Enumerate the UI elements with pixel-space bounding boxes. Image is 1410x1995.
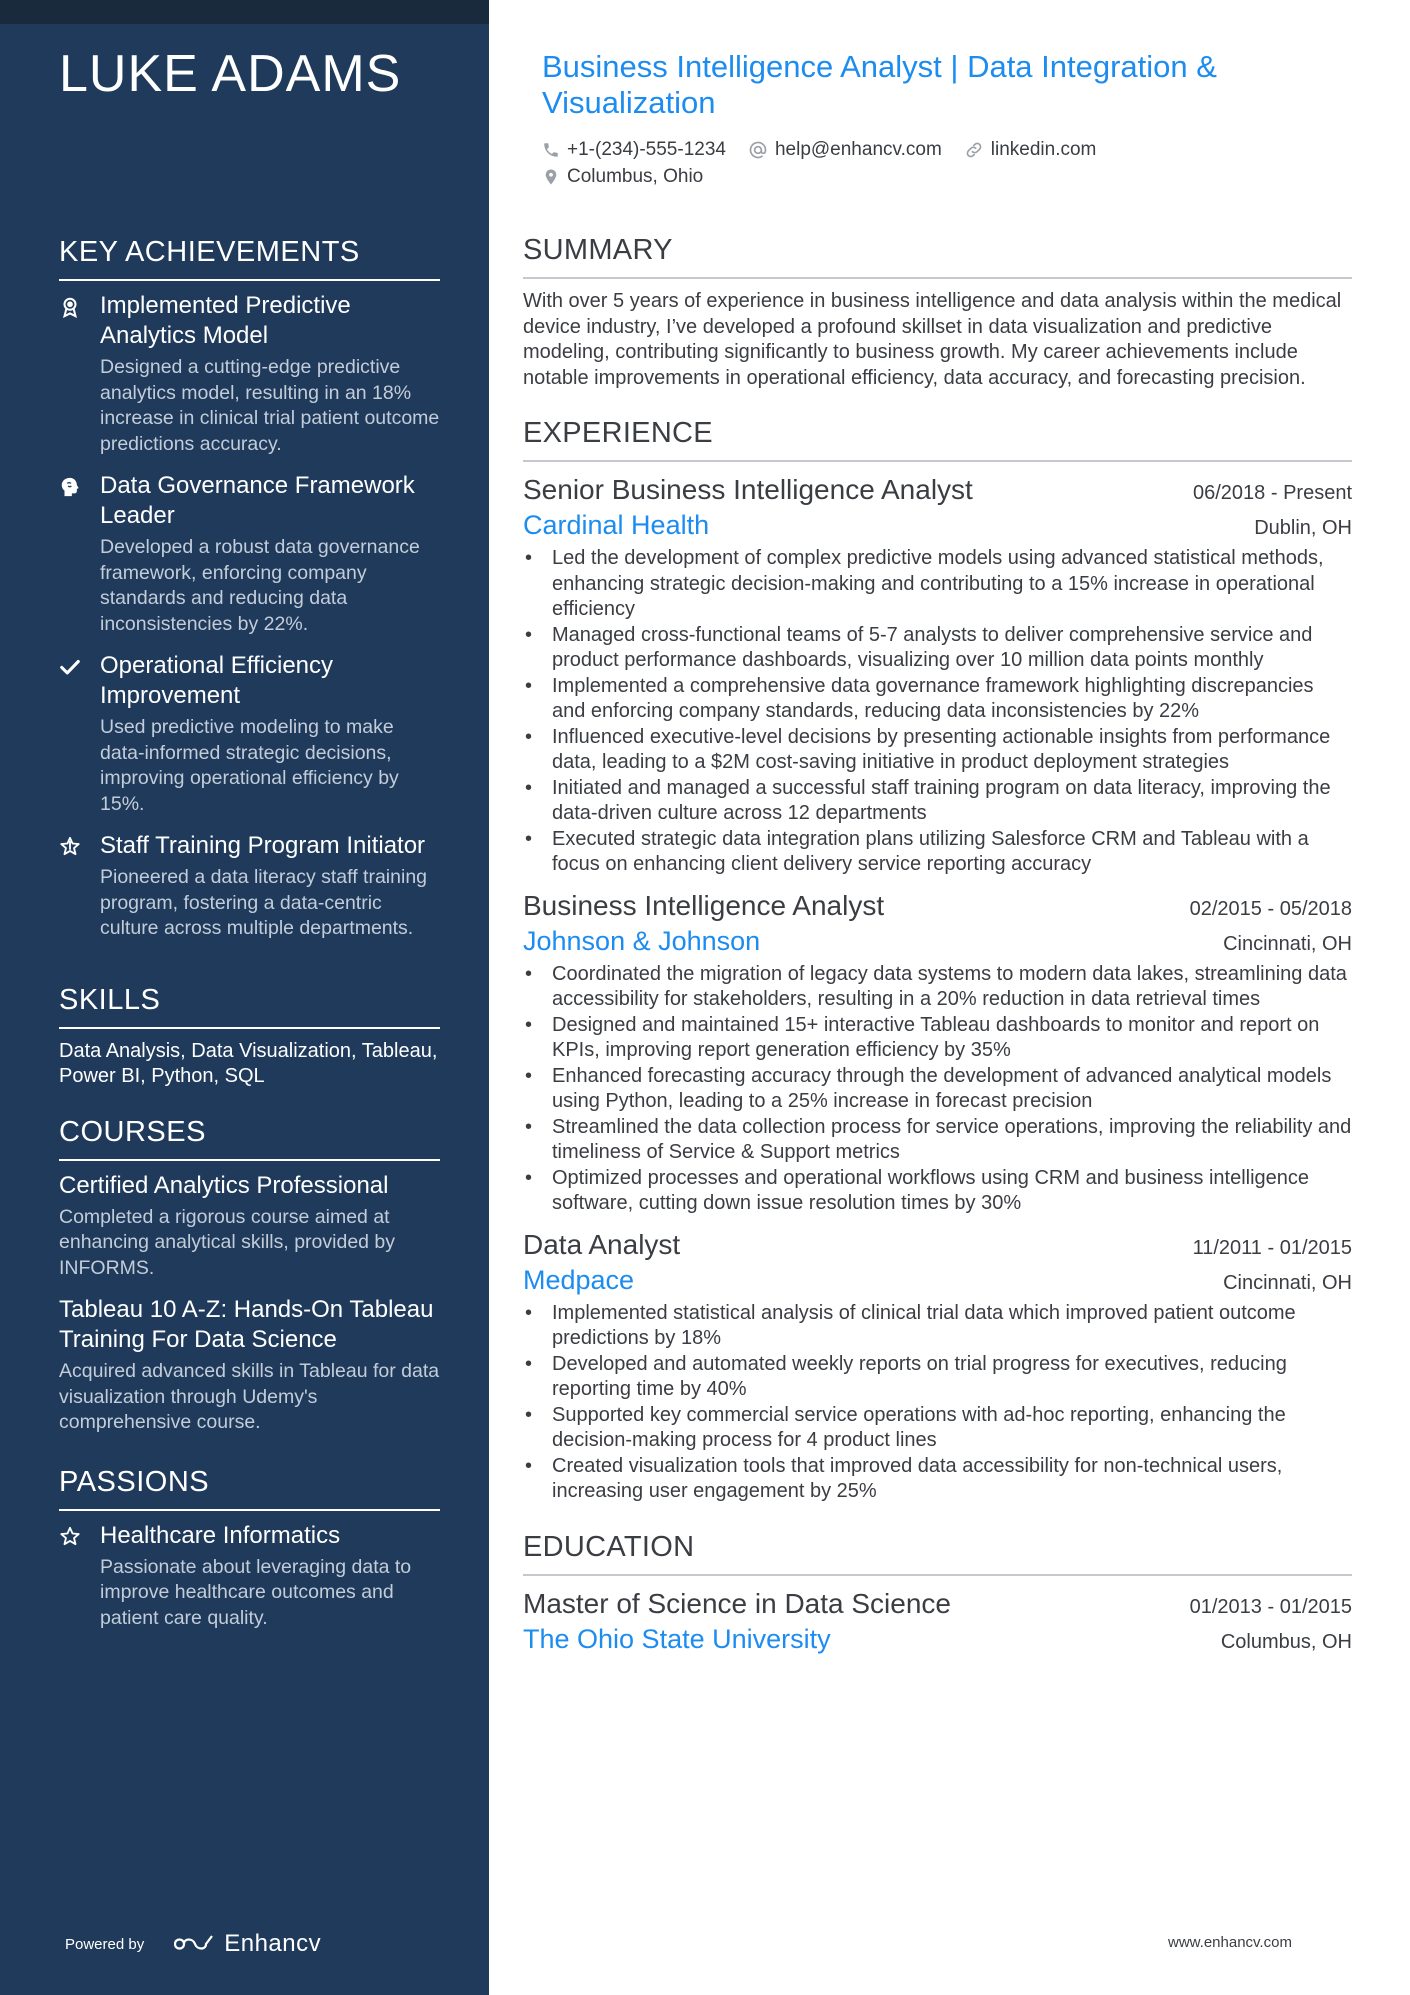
achievement-desc: Used predictive modeling to make data-informed strategic decisions, improving operational efficiency by 15%. bbox=[100, 716, 399, 815]
job-location: Cincinnati, OH bbox=[1223, 932, 1352, 955]
course-desc: Acquired advanced skills in Tableau for data visualization through Udemy's comprehensive course. bbox=[59, 1360, 440, 1433]
passions-heading: PASSIONS bbox=[59, 1466, 440, 1511]
job-bullet: • Implemented statistical analysis of clinical trial data which improved patient outcome predictions by 18% bbox=[523, 1301, 1352, 1352]
job-dates: 11/2011 - 01/2015 bbox=[1192, 1236, 1352, 1259]
job-bullet: • Created visualization tools that improved data accessibility for non-technical users, increasing user engagement by 25% bbox=[523, 1454, 1352, 1505]
phone-icon bbox=[542, 141, 560, 159]
contact-linkedin[interactable] bbox=[964, 139, 1097, 161]
passion-title: Healthcare Informatics bbox=[100, 1521, 341, 1549]
job-bullet: • Executed strategic data integration plans utilizing Salesforce CRM and Tableau with a focus on enhancing client delivery service reporting accuracy bbox=[523, 827, 1352, 878]
job-bullets bbox=[523, 1301, 1352, 1505]
job-bullet: • Coordinated the migration of legacy data systems to modern data lakes, streamlining data accessibility for stakeholders, resulting in a 20% reduction in data retrieval times bbox=[523, 962, 1352, 1013]
location-pin-icon bbox=[542, 167, 560, 187]
job-location: Dublin, OH bbox=[1254, 517, 1352, 539]
contact-phone[interactable] bbox=[542, 139, 726, 161]
company-name: Cardinal Health bbox=[523, 510, 710, 540]
passion-desc: Passionate about leveraging data to improve healthcare outcomes and patient care quality. bbox=[100, 1555, 412, 1629]
email-text: help@enhancv.com bbox=[774, 138, 942, 160]
courses-heading: COURSES bbox=[59, 1116, 440, 1161]
achievement-title: Implemented Predictive Analytics Model bbox=[100, 292, 351, 349]
link-icon bbox=[964, 140, 984, 160]
job-dates: 02/2015 - 05/2018 bbox=[1189, 897, 1352, 920]
experience-heading: EXPERIENCE bbox=[523, 417, 1352, 462]
enhancv-logo[interactable] bbox=[172, 1930, 321, 1958]
achievement-desc: Designed a cutting-edge predictive analytics model, resulting in an 18% increase in clinical trial patient outcome predictions accuracy. bbox=[100, 356, 440, 455]
course-item bbox=[59, 1295, 440, 1436]
sidebar-content bbox=[59, 236, 440, 1645]
job-bullets bbox=[523, 962, 1352, 1217]
job-bullet: • Influenced executive-level decisions by presenting actionable insights from performance data, leading to a $2M cost-saving initiative in product deployment strategies bbox=[523, 725, 1352, 776]
candidate-name: LUKE ADAMS bbox=[59, 45, 402, 103]
powered-by bbox=[65, 1930, 321, 1958]
achievement-item bbox=[59, 291, 440, 457]
contact-email[interactable] bbox=[748, 139, 942, 161]
education-location: Columbus, OH bbox=[1220, 1630, 1352, 1653]
achievement-desc: Developed a robust data governance framework, enforcing company standards and reducing data inconsistencies by 22%. bbox=[100, 536, 420, 635]
job-bullet: • Enhanced forecasting accuracy through the development of advanced analytical models using Python, leading to a 25% increase in forecast precision bbox=[523, 1064, 1352, 1115]
achievement-item bbox=[59, 471, 440, 637]
job-bullet: • Managed cross-functional teams of 5-7 analysts to deliver comprehensive service and product performance dashboards, visualizing over 10 million data points monthly bbox=[523, 623, 1352, 674]
enhancv-logo-icon bbox=[172, 1932, 218, 1956]
achievement-item bbox=[59, 651, 440, 817]
star-icon bbox=[59, 1526, 81, 1548]
company-name: Johnson & Johnson bbox=[523, 925, 761, 956]
achievement-title: Operational Efficiency Improvement bbox=[100, 652, 334, 709]
footer-site-link[interactable]: www.enhancv.com bbox=[1168, 1934, 1292, 1951]
achievements-heading: KEY ACHIEVEMENTS bbox=[59, 236, 440, 281]
job-dates: 06/2018 - Present bbox=[1193, 482, 1352, 504]
location-text: Columbus, Ohio bbox=[567, 165, 704, 187]
education-entry bbox=[523, 1586, 1352, 1656]
course-desc: Completed a rigorous course aimed at enhancing analytical skills, provided by INFORMS. bbox=[59, 1205, 396, 1279]
skills-list: Data Analysis, Data Visualization, Tableau, Power BI, Python, SQL bbox=[59, 1039, 438, 1087]
achievement-title: Staff Training Program Initiator bbox=[100, 832, 426, 859]
passion-item bbox=[59, 1521, 440, 1632]
job-bullet: • Initiated and managed a successful staff training program on data literacy, improving the data-driven culture across 12 departments bbox=[523, 776, 1352, 827]
job-entry bbox=[523, 1227, 1352, 1505]
enhancv-brand: Enhancv bbox=[224, 1930, 322, 1957]
job-bullets bbox=[523, 546, 1352, 878]
job-bullet: • Optimized processes and operational workflows using CRM and business intelligence software, cutting down issue resolution times by 30% bbox=[523, 1166, 1352, 1217]
brain-icon bbox=[59, 476, 81, 498]
school-name: The Ohio State University bbox=[523, 1623, 831, 1654]
job-bullet: • Supported key commercial service operations with ad-hoc reporting, enhancing the decision-making process for 4 product lines bbox=[523, 1403, 1352, 1454]
job-entry bbox=[523, 472, 1352, 878]
job-bullet: • Designed and maintained 15+ interactive Tableau dashboards to monitor and report on KPIs, improving report generation efficiency by 35% bbox=[523, 1013, 1352, 1064]
contact-info bbox=[542, 136, 1342, 190]
phone-text: +1-(234)-555-1234 bbox=[567, 138, 726, 160]
award-icon bbox=[59, 296, 81, 318]
course-title: Certified Analytics Professional bbox=[59, 1171, 389, 1199]
job-title: Senior Business Intelligence Analyst bbox=[523, 474, 973, 505]
headline: Business Intelligence Analyst | Data Integration & Visualization bbox=[542, 49, 1217, 120]
degree: Master of Science in Data Science bbox=[523, 1587, 951, 1619]
sidebar bbox=[0, 0, 489, 1995]
education-dates: 01/2013 - 01/2015 bbox=[1189, 1595, 1352, 1618]
job-bullet: • Streamlined the data collection process for service operations, improving the reliability and timeliness of Service & Support metrics bbox=[523, 1115, 1352, 1166]
job-bullet: • Developed and automated weekly reports on trial progress for executives, reducing reporting time by 40% bbox=[523, 1352, 1352, 1403]
powered-by-label: Powered by bbox=[65, 1935, 145, 1953]
summary-text: With over 5 years of experience in business intelligence and data analysis within the medical device industry, I’ve developed a profound skillset in data visualization and predictive modeling, contributing significantly to business growth. My career achievements include notable improvements in operational efficiency, data accuracy, and forecasting precision. bbox=[523, 290, 1342, 389]
course-item bbox=[59, 1171, 440, 1282]
job-location: Cincinnati, OH bbox=[1223, 1271, 1352, 1294]
course-title: Tableau 10 A-Z: Hands-On Tableau Training For Data Science bbox=[59, 1296, 434, 1353]
job-entry bbox=[523, 888, 1352, 1217]
education-heading: EDUCATION bbox=[523, 1531, 1352, 1576]
achievement-title: Data Governance Framework Leader bbox=[100, 472, 415, 529]
at-icon bbox=[748, 140, 768, 160]
job-bullet: • Implemented a comprehensive data governance framework highlighting discrepancies and enforcing company standards, reducing data inconsistencies by 22% bbox=[523, 674, 1352, 725]
achievement-desc: Pioneered a data literacy staff training program, fostering a data-centric culture across multiple departments. bbox=[100, 866, 428, 939]
main-sections bbox=[523, 234, 1352, 1656]
contact-location bbox=[542, 166, 703, 188]
achievement-item bbox=[59, 831, 440, 942]
linkedin-text: linkedin.com bbox=[990, 138, 1097, 160]
summary-heading: SUMMARY bbox=[523, 234, 1352, 279]
job-title: Data Analyst bbox=[523, 1228, 681, 1260]
skills-heading: SKILLS bbox=[59, 984, 440, 1029]
job-title: Business Intelligence Analyst bbox=[523, 889, 885, 921]
star-badge-icon bbox=[59, 836, 81, 858]
check-icon bbox=[59, 656, 81, 678]
sidebar-top-bar bbox=[0, 0, 489, 24]
job-bullet: • Led the development of complex predictive models using advanced statistical methods, enhancing strategic decision-making and contributing to a 15% increase in operational efficiency bbox=[523, 546, 1352, 623]
company-name: Medpace bbox=[523, 1264, 635, 1295]
